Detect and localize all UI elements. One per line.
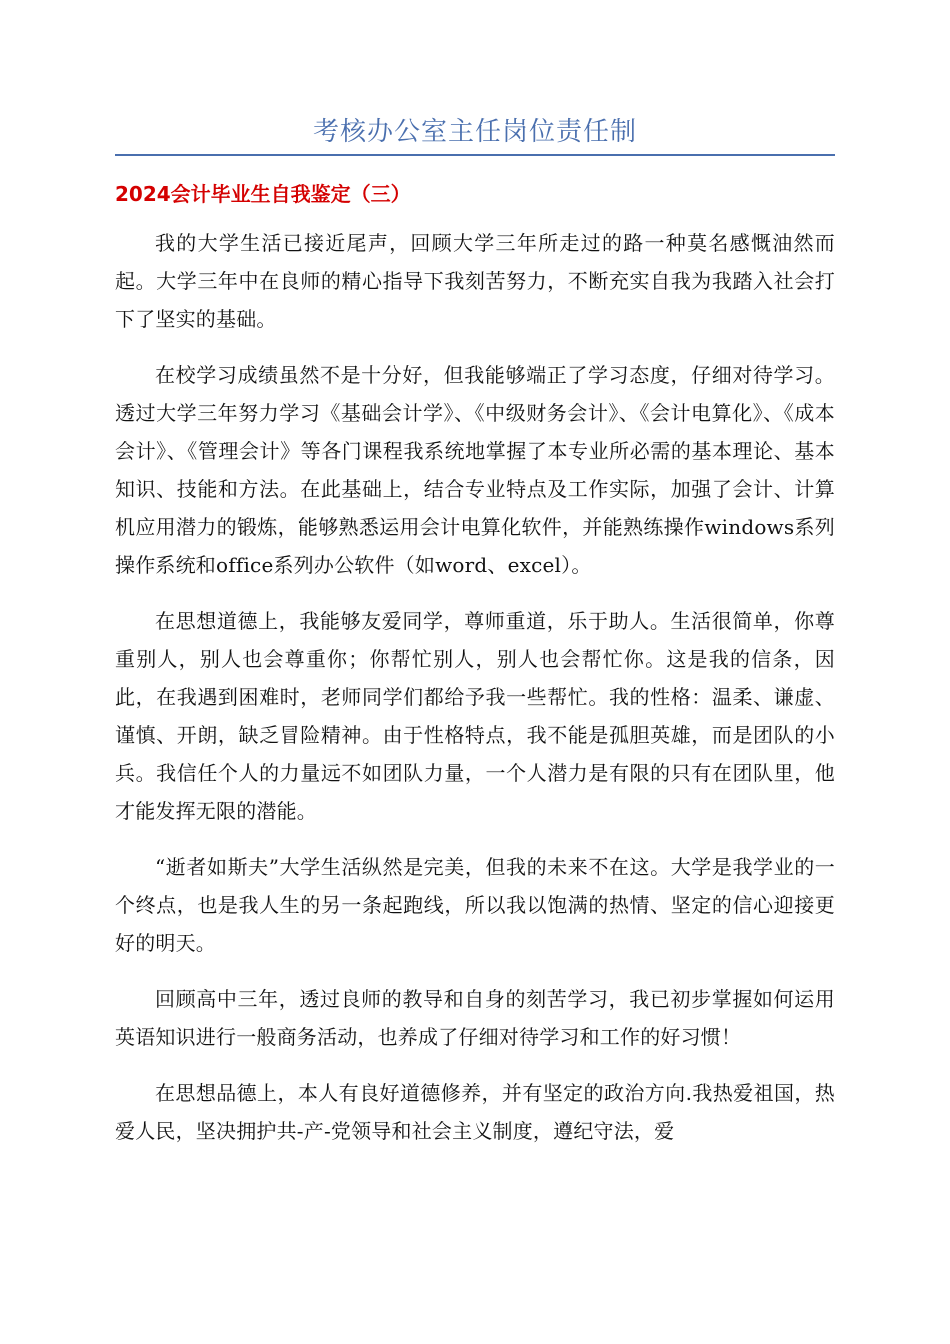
- section-heading: 2024会计毕业生自我鉴定（三）: [115, 182, 411, 206]
- paragraph: 在思想品德上，本人有良好道德修养，并有坚定的政治方向.我热爱祖国，热爱人民，坚决拥护共-产-党领导和社会主义制度，遵纪守法，爱: [115, 1081, 835, 1143]
- paragraph: 回顾高中三年，透过良师的教导和自身的刻苦学习，我已初步掌握如何运用英语知识进行一般商务活动，也养成了仔细对待学习和工作的好习惯！: [115, 987, 835, 1049]
- header-divider: [115, 154, 835, 156]
- paragraph: 在校学习成绩虽然不是十分好，但我能够端正了学习态度，仔细对待学习。透过大学三年努力学习《基础会计学》、《中级财务会计》、《会计电算化》、《成本会计》、《管理会计》等各门课程我系统地掌握了本专业所必需的基本理论、基本知识、技能和方法。在此基础上，结合专业特点及工作实际，加强了会计、计算机应用潜力的锻炼，能够熟悉运用会计电算化软件，并能熟练操作windows系列操作系统和office系列办公软件（如word、excel）。: [115, 363, 835, 577]
- paragraph: 在思想道德上，我能够友爱同学，尊师重道，乐于助人。生活很简单，你尊重别人，别人也会尊重你；你帮忙别人，别人也会帮忙你。这是我的信条，因此，在我遇到困难时，老师同学们都给予我一些帮忙。我的性格：温柔、谦虚、谨慎、开朗，缺乏冒险精神。由于性格特点，我不能是孤胆英雄，而是团队的小兵。我信任个人的力量远不如团队力量，一个人潜力是有限的只有在团队里，他才能发挥无限的潜能。: [115, 609, 835, 823]
- page-header-title: 考核办公室主任岗位责任制: [312, 117, 637, 147]
- body-text: [115, 224, 835, 1168]
- paragraph: 我的大学生活已接近尾声，回顾大学三年所走过的路一种莫名感慨油然而起。大学三年中在良师的精心指导下我刻苦努力，不断充实自我为我踏入社会打下了坚实的基础。: [115, 231, 835, 331]
- paragraph: “逝者如斯夫”大学生活纵然是完美，但我的未来不在这。大学是我学业的一个终点，也是我人生的另一条起跑线，所以我以饱满的热情、坚定的信心迎接更好的明天。: [115, 855, 835, 955]
